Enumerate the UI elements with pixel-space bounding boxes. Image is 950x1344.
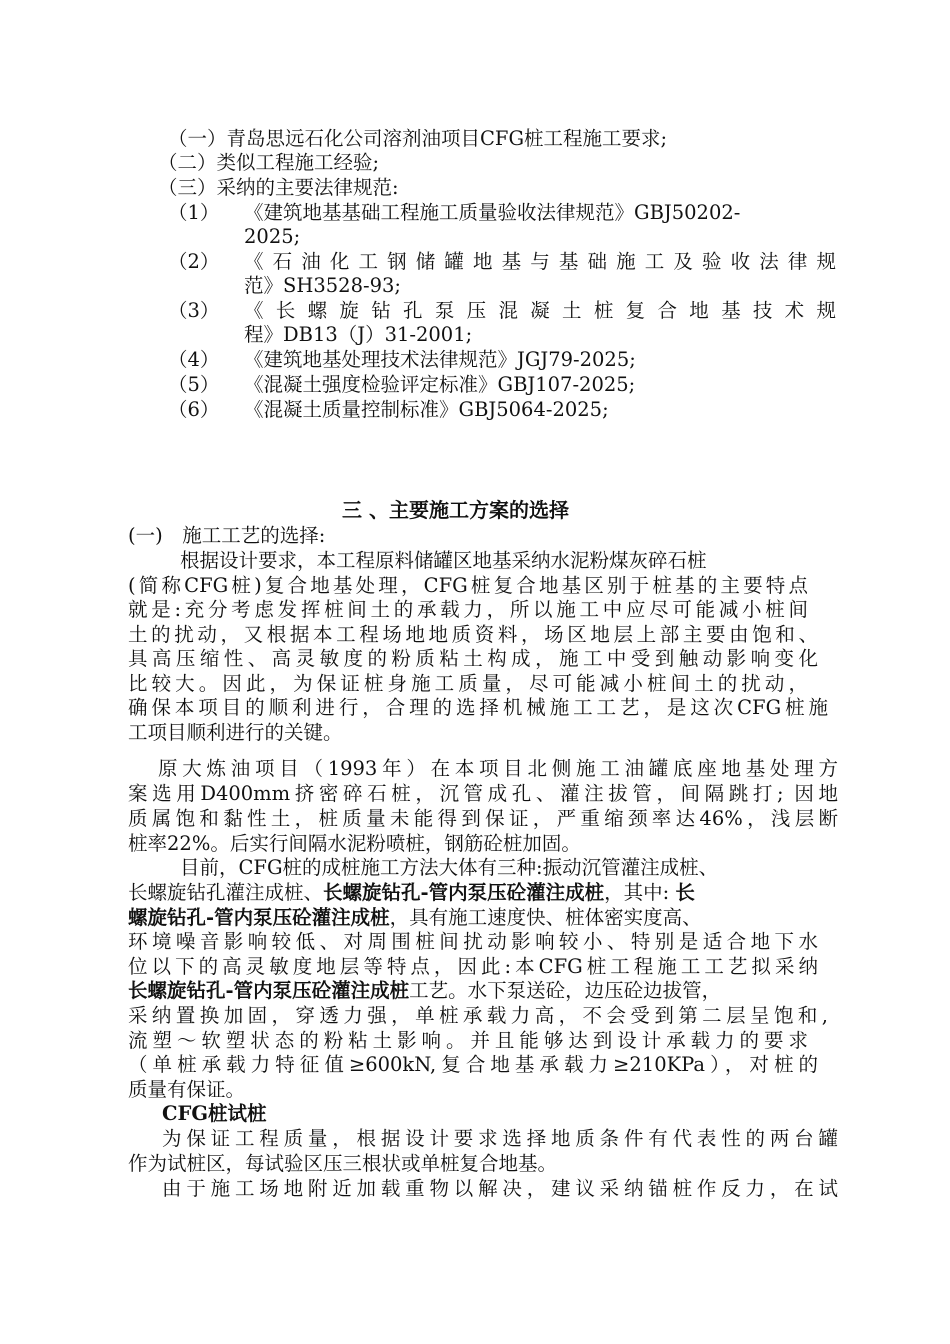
paragraph-line: 根据设计要求，本工程原料储罐区地基采纳水泥粉煤灰碎石桩 <box>180 549 707 572</box>
paragraph-line: 采纳置换加固，穿透力强，单桩承载力高，不会受到第二层呈饱和, <box>128 1004 828 1027</box>
reference-number-1: （1） <box>168 201 220 224</box>
reference-line: 范》SH3528-93; <box>244 274 401 297</box>
paragraph-line: 作为试桩区，每试验区压三根状或单桩复合地基。 <box>128 1152 558 1175</box>
paragraph-line-mixed <box>128 979 721 1003</box>
text-run: ，其中: <box>604 881 676 904</box>
paragraph-line: 质属饱和黏性土，桩质量未能得到保证，严重缩颈率达46%，浅层断 <box>128 807 838 830</box>
emphasis-text: 螺旋钻孔-管内泵压砼灌注成桩 <box>128 906 390 929</box>
text-run: 工艺。水下泵送砼，边压砼边拔管， <box>409 979 722 1002</box>
paragraph-line: 确保本项目的顺利进行，合理的选择机械施工工艺，是这次CFG桩施 <box>128 696 828 719</box>
subsection-title: (一) 施工工艺的选择: <box>128 524 326 547</box>
reference-line: 《建筑地基处理技术法律规范》JGJ79-2025; <box>244 348 636 371</box>
intro-item-3: （三）采纳的主要法律规范: <box>158 176 399 199</box>
paragraph-line: 由于施工场地附近加载重物以解决，建议采纳锚桩作反力，在试 <box>162 1177 838 1200</box>
reference-line: 2025; <box>244 225 301 248</box>
paragraph-line: 流塑～软塑状态的粉粘土影响。并且能够达到设计承载力的要求 <box>128 1029 808 1052</box>
paragraph-line: 比较大。因此，为保证桩身施工质量，尽可能减小桩间土的扰动， <box>128 672 808 695</box>
reference-line: 《混凝土强度检验评定标准》GBJ107-2025; <box>244 373 636 396</box>
reference-number-3: （3） <box>168 299 220 322</box>
paragraph-line: 工项目顺利进行的关键。 <box>128 721 343 744</box>
paragraph-line: 土的扰动，又根据本工程场地地质资料，场区地层上部主要由饱和、 <box>128 623 818 646</box>
reference-line: 《石油化工钢储罐地基与基础施工及验收法律规 <box>244 250 836 273</box>
reference-line: 《混凝土质量控制标准》GBJ5064-2025; <box>244 398 609 421</box>
paragraph-line: 质量有保证。 <box>128 1078 246 1101</box>
subheading-trial-pile: CFG桩试桩 <box>162 1102 267 1125</box>
reference-number-4: （4） <box>168 348 220 371</box>
reference-line: 程》DB13（J）31-2001; <box>244 323 473 346</box>
paragraph-line: 为保证工程质量，根据设计要求选择地质条件有代表性的两台罐 <box>162 1127 838 1150</box>
paragraph-line: 原大炼油项目（1993年）在本项目北侧施工油罐底座地基处理方 <box>158 757 838 780</box>
paragraph-line-mixed <box>128 881 838 905</box>
reference-number-2: （2） <box>168 250 220 273</box>
paragraph-line-mixed <box>128 906 702 930</box>
paragraph-line: 就是:充分考虑发挥桩间土的承载力，所以施工中应尽可能减小桩间 <box>128 598 808 621</box>
section-title: 三 、主要施工方案的选择 <box>342 498 569 522</box>
emphasis-text: 长螺旋钻孔-管内泵压砼灌注成桩 <box>323 881 605 904</box>
reference-line: 《建筑地基基础工程施工质量验收法律规范》GBJ50202- <box>244 201 741 224</box>
emphasis-text: 长 <box>675 881 695 904</box>
text-run: ，具有施工速度快、桩体密实度高、 <box>389 906 702 929</box>
paragraph-line: 桩率22%。后实行间隔水泥粉喷桩，钢筋砼桩加固。 <box>128 832 581 855</box>
paragraph-line: (简称CFG桩)复合地基处理，CFG桩复合地基区别于桩基的主要特点 <box>128 574 808 597</box>
paragraph-line: 具高压缩性、高灵敏度的粉质粘土构成，施工中受到触动影响变化 <box>128 647 818 670</box>
emphasis-text: 长螺旋钻孔-管内泵压砼灌注成桩 <box>128 979 410 1002</box>
reference-line: 《长螺旋钻孔泵压混凝土桩复合地基技术规 <box>244 299 836 322</box>
paragraph-line: 环境噪音影响较低、对周围桩间扰动影响较小、特别是适合地下水 <box>128 930 818 953</box>
text-run: 长螺旋钻孔灌注成桩、 <box>128 881 324 904</box>
intro-item-2: （二）类似工程施工经验; <box>158 151 380 174</box>
paragraph-line: 目前，CFG桩的成桩施工方法大体有三种:振动沉管灌注成桩、 <box>180 856 719 879</box>
paragraph-line: （单桩承载力特征值≥600kN,复合地基承载力≥210KPa），对桩的 <box>128 1053 818 1076</box>
paragraph-line: 案选用D400mm挤密碎石桩，沉管成孔、灌注拔管，间隔跳打; 因地 <box>128 782 838 805</box>
intro-item-1: （一）青岛思远石化公司溶剂油项目CFG桩工程施工要求; <box>168 127 668 150</box>
paragraph-line: 位以下的高灵敏度地层等特点，因此:本CFG桩工程施工工艺拟采纳 <box>128 955 818 978</box>
reference-number-6: （6） <box>168 398 220 421</box>
reference-number-5: （5） <box>168 373 220 396</box>
